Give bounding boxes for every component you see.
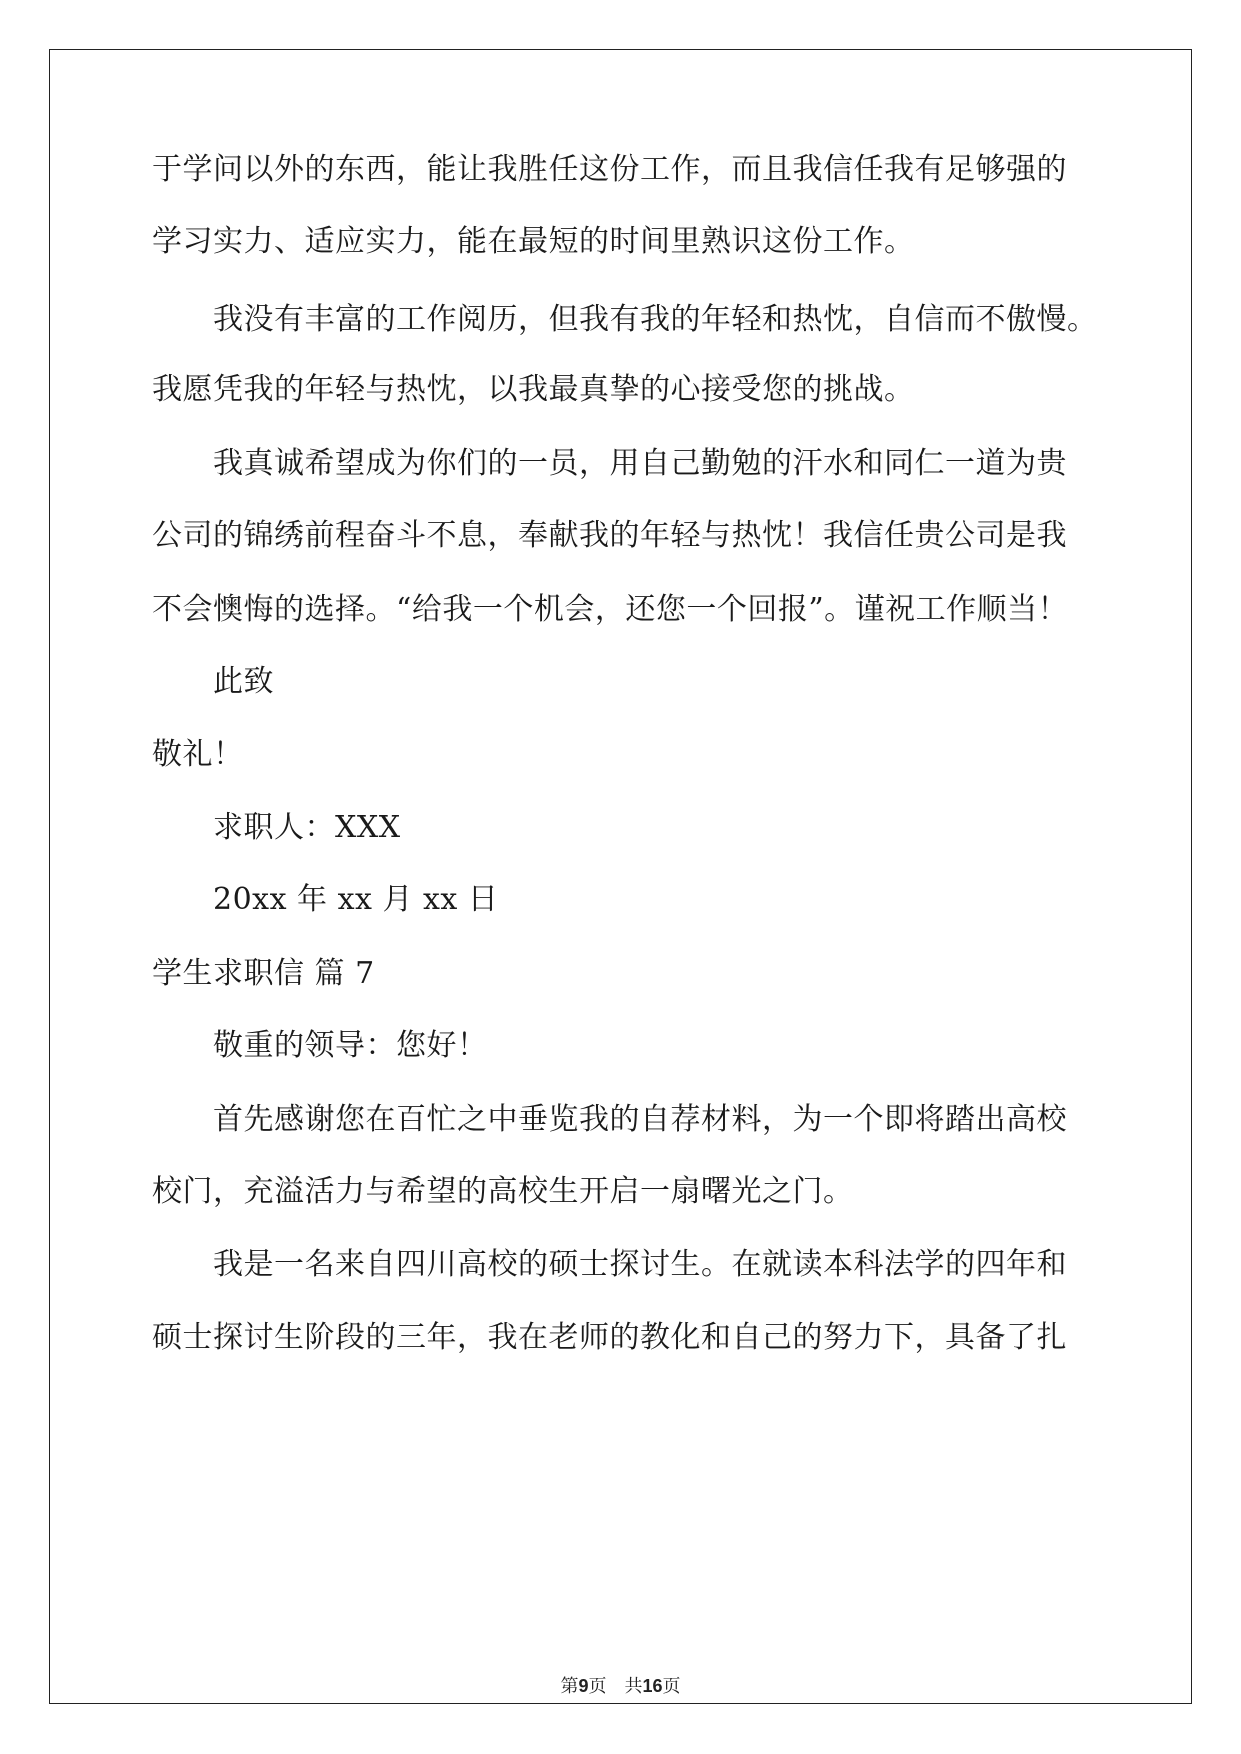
footer-page-number: 9	[578, 1676, 589, 1696]
paragraph-first-line: 我没有丰富的工作阅历，但我有我的年轻和热忱，自信而不傲慢。	[213, 302, 1098, 337]
footer-mid: 页 共	[588, 1676, 643, 1697]
footer-total-pages: 16	[642, 1676, 663, 1696]
body-text-line: 硕士探讨生阶段的三年，我在老师的教化和自己的努力下，具备了扎	[152, 1320, 1067, 1355]
footer-suffix: 页	[662, 1676, 681, 1697]
paragraph-first-line: 首先感谢您在百忙之中垂览我的自荐材料，为一个即将踏出高校	[213, 1102, 1067, 1137]
section-heading: 学生求职信 篇 7	[152, 956, 375, 991]
letter-greeting: 敬重的领导：您好！	[213, 1028, 488, 1063]
footer-prefix: 第	[560, 1676, 579, 1697]
closing-regards: 敬礼！	[152, 737, 244, 772]
paragraph-first-line: 我是一名来自四川高校的硕士探讨生。在就读本科法学的四年和	[213, 1247, 1067, 1282]
body-text-line: 我愿凭我的年轻与热忱，以我最真挚的心接受您的挑战。	[152, 372, 915, 407]
body-text-line: 不会懊悔的选择。“给我一个机会，还您一个回报”。谨祝工作顺当！	[152, 592, 1069, 627]
page-frame	[49, 49, 1192, 1704]
body-text-line: 公司的锦绣前程奋斗不息，奉献我的年轻与热忱！我信任贵公司是我	[152, 518, 1067, 553]
paragraph-first-line: 我真诚希望成为你们的一员，用自己勤勉的汗水和同仁一道为贵	[213, 446, 1067, 481]
page-footer	[0, 1674, 1241, 1699]
closing-salutation: 此致	[213, 664, 274, 699]
signature-date: 20xx 年 xx 月 xx 日	[213, 882, 499, 917]
body-text-line: 学习实力、适应实力，能在最短的时间里熟识这份工作。	[152, 224, 915, 259]
body-text-line: 于学问以外的东西，能让我胜任这份工作，而且我信任我有足够强的	[152, 152, 1067, 187]
body-text-line: 校门，充溢活力与希望的高校生开启一扇曙光之门。	[152, 1174, 854, 1209]
signature-applicant: 求职人：XXX	[213, 810, 401, 845]
